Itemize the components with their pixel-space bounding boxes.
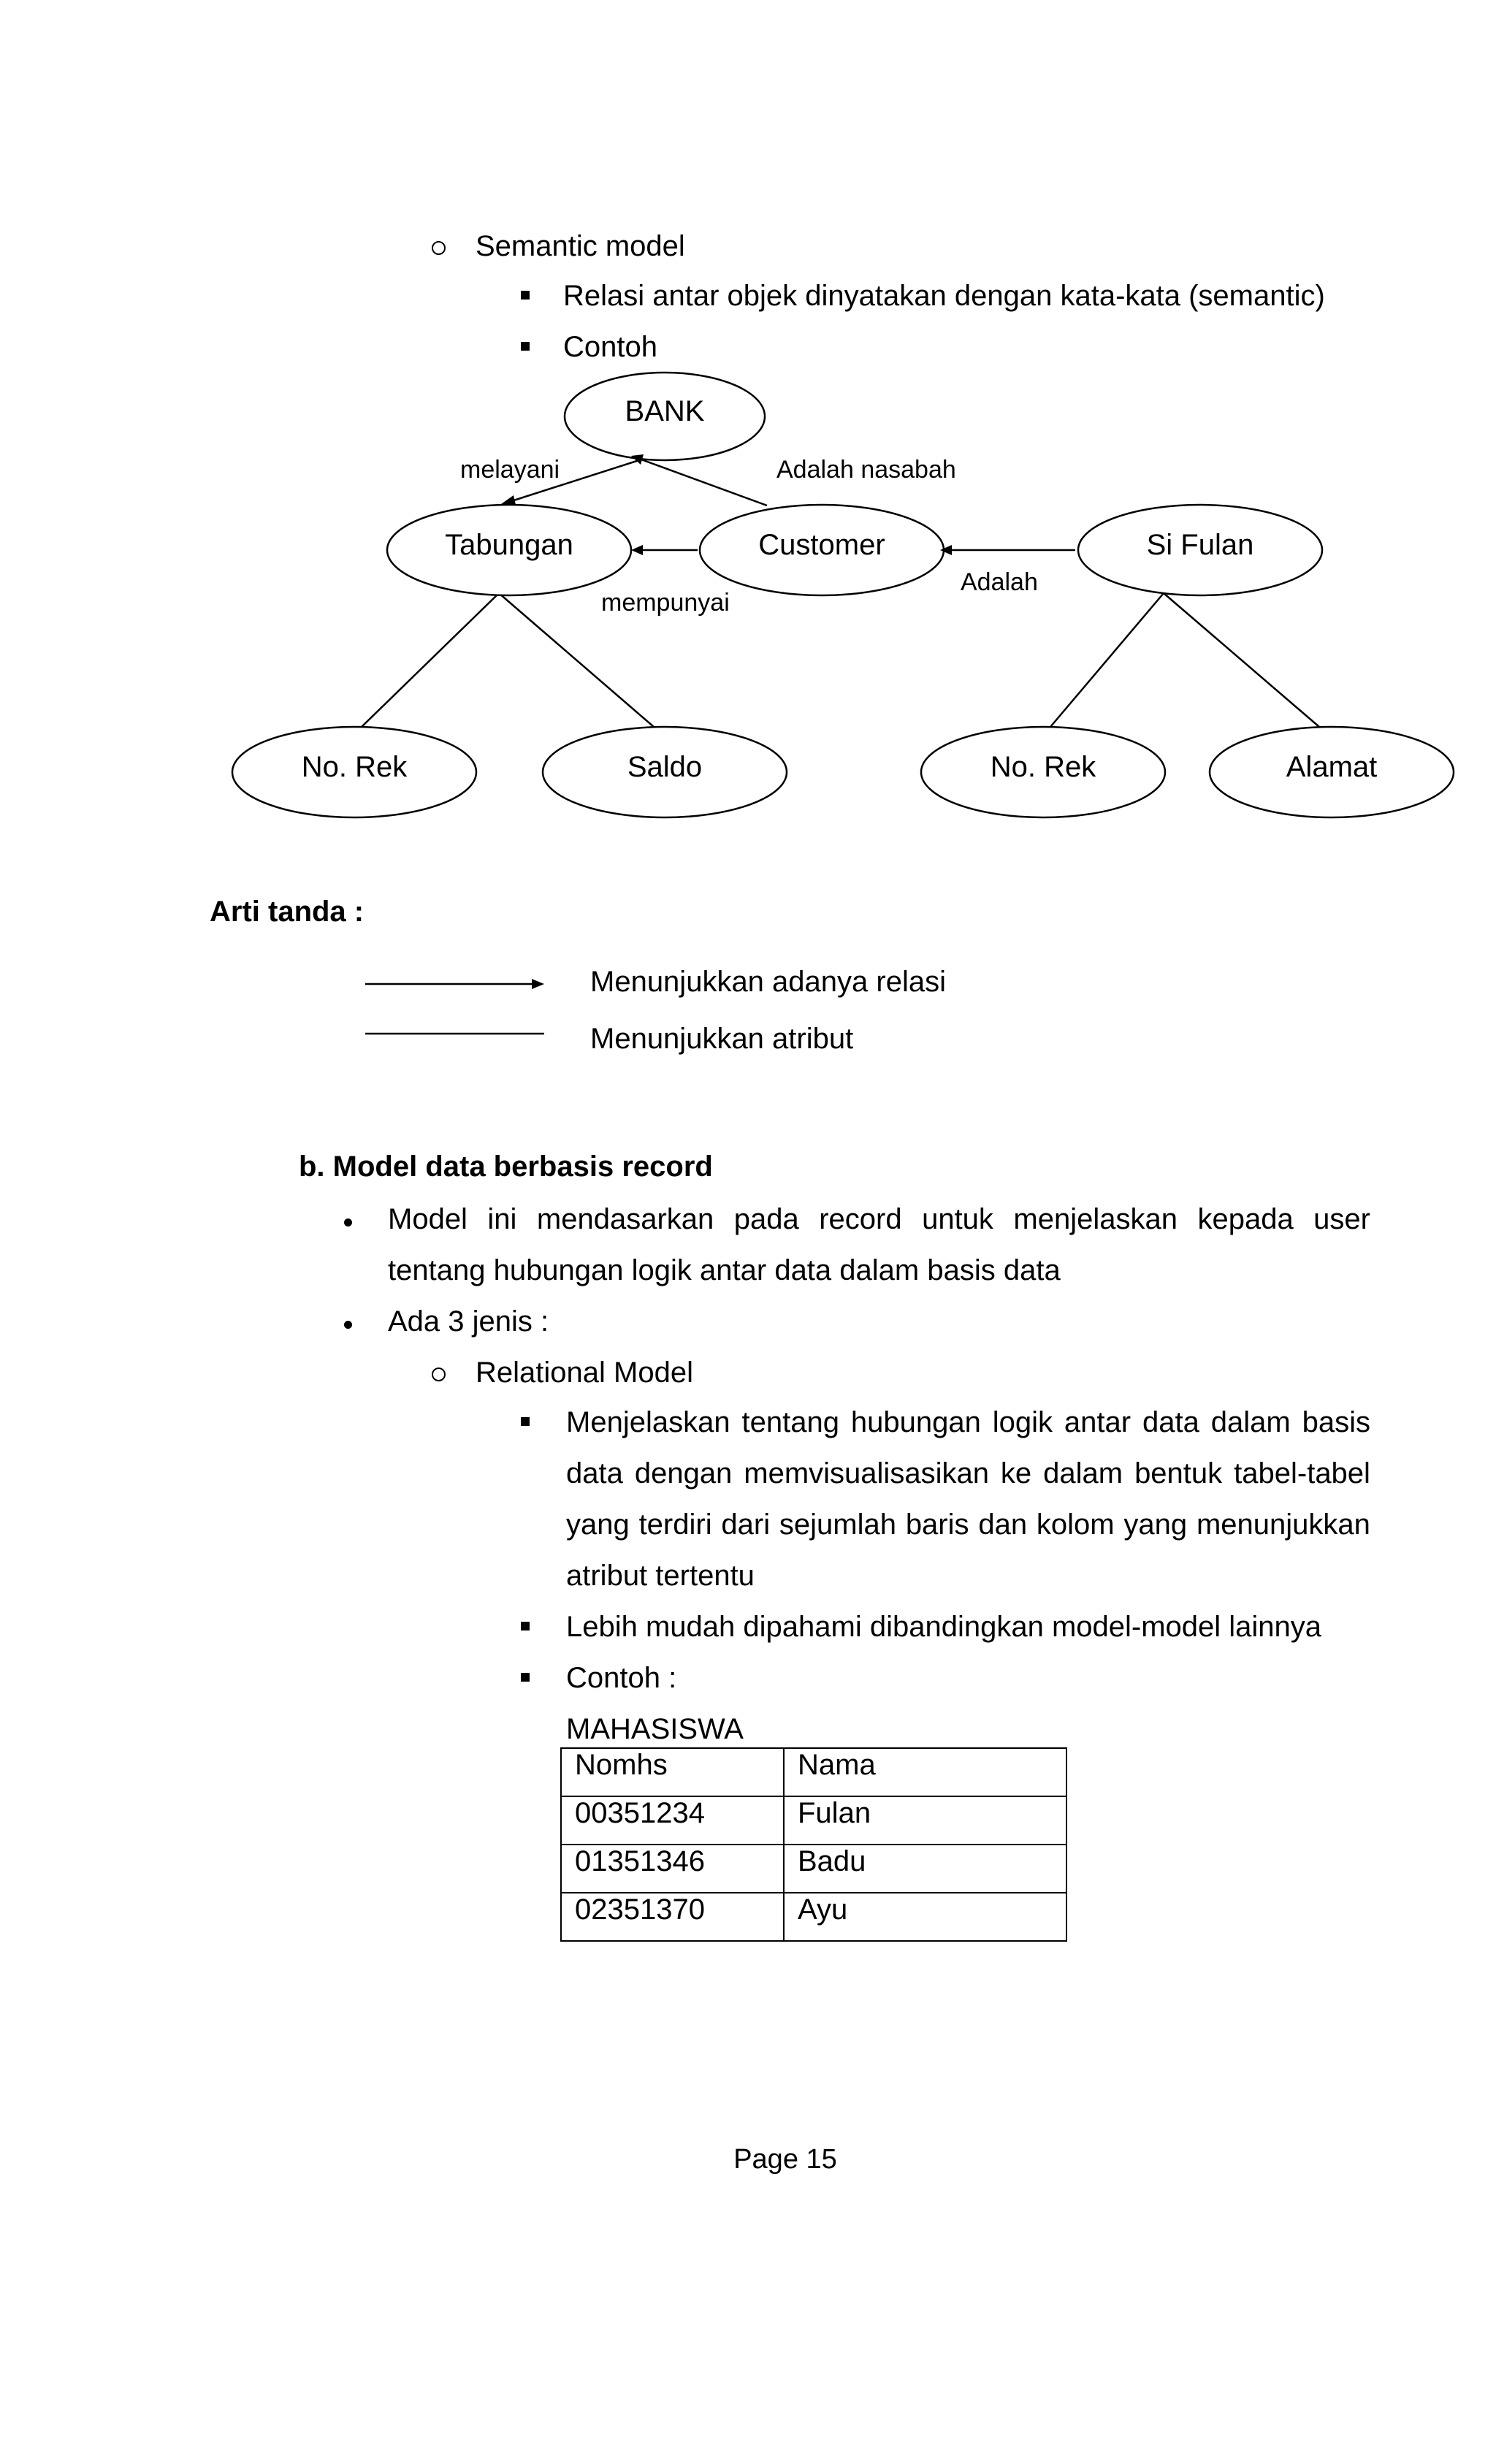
table-cell: 00351234 [561, 1796, 784, 1845]
square-bullet-icon [521, 1673, 530, 1682]
edge-sifulan-norek [1050, 593, 1164, 727]
semantic-bullet-relasi: Relasi antar objek dinyatakan dengan kata-kata (semantic) [563, 280, 1325, 312]
para1-line1: Model ini mendasarkan pada record untuk menjelaskan kepada user [388, 1203, 1370, 1235]
relational-b3: Contoh : [566, 1662, 677, 1694]
arrowhead-icon [631, 545, 643, 555]
relational-b1-line4: atribut tertentu [566, 1560, 755, 1592]
mahasiswa-table [560, 1747, 1067, 1942]
table-row [561, 1845, 1066, 1893]
table-row [561, 1796, 1066, 1845]
legend-attribute-text: Menunjukkan atribut [590, 1023, 854, 1055]
semantic-diagram [0, 0, 1496, 825]
edge-label-melayani: melayani [460, 456, 560, 484]
node-label-norek-1: No. Rek [301, 751, 408, 783]
legend-title: Arti tanda : [210, 896, 365, 928]
relational-b1-line1: Menjelaskan tentang hubungan logik antar data dalam basis [566, 1406, 1370, 1438]
relation-arrow-icon [362, 973, 552, 995]
relational-b1-line2: data dengan memvisualisasikan ke dalam bentuk tabel-tabel [566, 1457, 1370, 1490]
table-cell: 02351370 [561, 1893, 784, 1941]
semantic-model-heading: Semantic model [476, 230, 685, 262]
hollow-circle-bullet-icon [432, 1368, 446, 1381]
node-label-norek-2: No. Rek [990, 751, 1096, 783]
bullet-dot-icon [344, 1218, 352, 1227]
square-bullet-icon [521, 1622, 530, 1630]
relational-b1-line3: yang terdiri dari sejumlah baris dan kolom yang menunjukkan [566, 1508, 1370, 1541]
legend-relation-text: Menunjukkan adanya relasi [590, 966, 946, 998]
table-row [561, 1893, 1066, 1941]
edge-tabungan-norek [362, 593, 499, 727]
node-label-bank: BANK [625, 395, 705, 427]
node-label-customer: Customer [758, 529, 885, 561]
node-label-sifulan: Si Fulan [1146, 529, 1254, 561]
node-label-tabungan: Tabungan [445, 529, 573, 561]
table-header-cell: Nomhs [561, 1748, 784, 1796]
table-cell: 01351346 [561, 1845, 784, 1893]
edge-label-adalah-nasabah: Adalah nasabah [776, 456, 956, 484]
table-cell: Ayu [784, 1893, 1066, 1941]
node-label-saldo: Saldo [627, 751, 703, 783]
para1-line2: tentang hubungan logik antar data dalam basis data [388, 1254, 1061, 1286]
section-b-heading: b. Model data berbasis record [299, 1151, 713, 1183]
node-label-alamat: Alamat [1286, 751, 1378, 783]
edge-label-mempunyai: mempunyai [601, 589, 730, 617]
square-bullet-icon [521, 1417, 530, 1426]
table-header-row [561, 1748, 1066, 1796]
table-cell: Badu [784, 1845, 1066, 1893]
bullet-dot-icon [344, 1321, 352, 1329]
semantic-bullet-contoh: Contoh [563, 331, 657, 363]
edge-customer-bank [641, 459, 767, 506]
para2-ada-3-jenis: Ada 3 jenis : [388, 1305, 549, 1338]
table-header-cell: Nama [784, 1748, 1066, 1796]
arrowhead-icon [501, 495, 516, 505]
relational-b2: Lebih mudah dipahami dibandingkan model-model lainnya [566, 1611, 1322, 1643]
table-cell: Fulan [784, 1796, 1066, 1845]
page-number: Page 15 [733, 2144, 837, 2175]
relational-model-heading: Relational Model [476, 1357, 693, 1389]
edge-label-adalah: Adalah [961, 568, 1038, 596]
attribute-line-icon [362, 1023, 552, 1045]
table-title: MAHASISWA [566, 1713, 744, 1745]
edge-sifulan-alamat [1164, 593, 1319, 727]
